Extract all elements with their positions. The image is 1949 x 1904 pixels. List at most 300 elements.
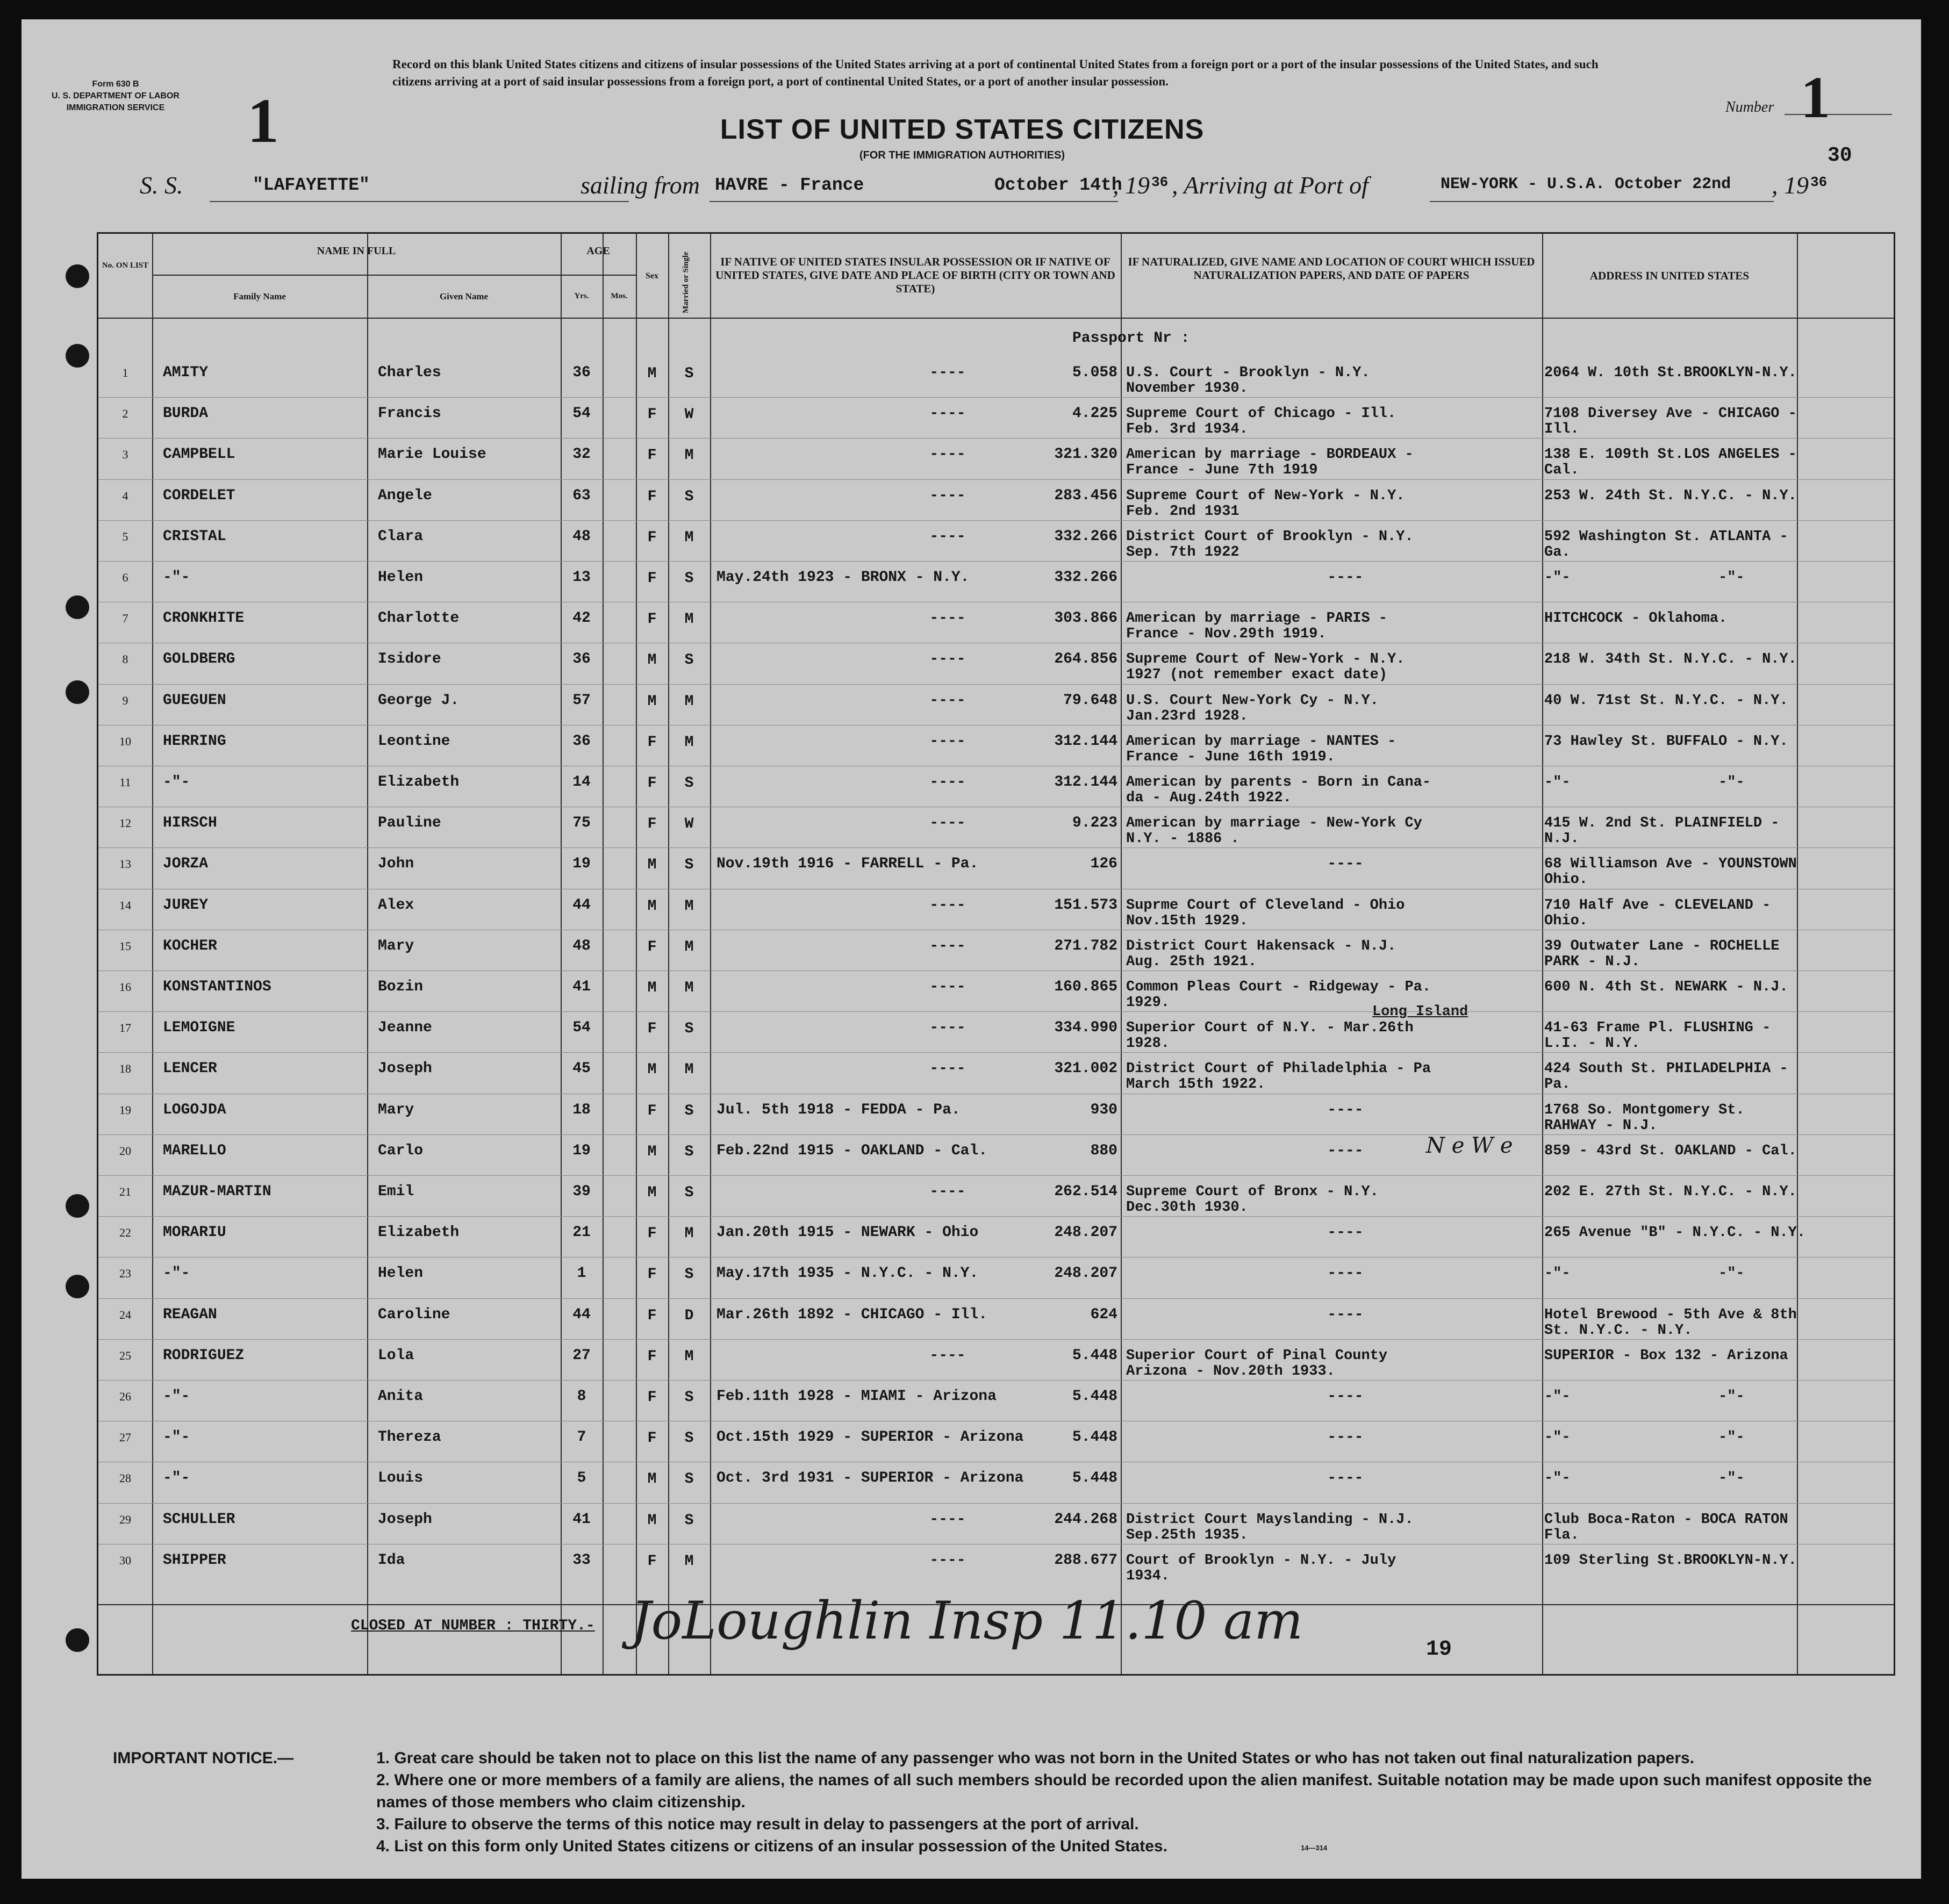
birth-info: ---- bbox=[929, 896, 966, 914]
passport-number: 151.573 bbox=[1054, 896, 1117, 914]
form-id bbox=[43, 78, 188, 114]
birth-info: ---- bbox=[929, 774, 966, 791]
marital-status: D bbox=[684, 1307, 694, 1324]
age-years: 39 bbox=[572, 1183, 591, 1200]
bottom-number: 19 bbox=[1426, 1637, 1452, 1662]
naturalization-line: District Court Hakensack - N.J. bbox=[1126, 938, 1396, 954]
passport-number: 160.865 bbox=[1054, 979, 1117, 995]
col-given-name: Given Name bbox=[439, 291, 489, 301]
important-notice bbox=[113, 1747, 1887, 1857]
age-years: 36 bbox=[572, 732, 591, 750]
address-line: 40 W. 71st St. N.Y.C. - N.Y. bbox=[1544, 692, 1788, 709]
address-line: -"- -"- bbox=[1544, 570, 1745, 586]
marital-status: M bbox=[684, 980, 694, 996]
naturalization-line: France - Nov.29th 1919. bbox=[1126, 626, 1327, 643]
address-line: -"- -"- bbox=[1544, 1389, 1745, 1405]
family-name: LEMOIGNE bbox=[163, 1019, 235, 1037]
given-name: Joseph bbox=[378, 1060, 432, 1077]
naturalization-line: 1934. bbox=[1126, 1568, 1170, 1584]
address-line: N.J. bbox=[1544, 831, 1579, 847]
birth-info: May.17th 1935 - N.Y.C. - N.Y. bbox=[716, 1265, 979, 1282]
col-yrs: Yrs. bbox=[574, 292, 589, 300]
passport-number: 321.320 bbox=[1054, 446, 1117, 463]
naturalization-line: Superior Court of N.Y. - Mar.26th bbox=[1126, 1020, 1414, 1037]
number-label: Number bbox=[1725, 99, 1774, 116]
given-name: Mary bbox=[378, 1101, 414, 1118]
family-name: -"- bbox=[163, 569, 190, 586]
age-years: 41 bbox=[572, 979, 591, 995]
sex: F bbox=[647, 447, 657, 464]
row-number: 26 bbox=[119, 1390, 131, 1403]
family-name: -"- bbox=[163, 1265, 190, 1282]
row-number: 13 bbox=[119, 857, 131, 871]
family-name: CRISTAL bbox=[163, 528, 226, 545]
naturalization-line: Feb. 3rd 1934. bbox=[1126, 421, 1248, 438]
row-number: 27 bbox=[119, 1431, 131, 1445]
passport-number: 312.144 bbox=[1054, 774, 1117, 791]
passport-number: 244.268 bbox=[1054, 1511, 1117, 1528]
address-line: 73 Hawley St. BUFFALO - N.Y. bbox=[1544, 733, 1788, 750]
address-line: -"- -"- bbox=[1544, 774, 1745, 791]
address-line: 68 Williamson Ave - YOUNSTOWN bbox=[1544, 856, 1797, 873]
address-line: Cal. bbox=[1544, 462, 1579, 479]
passport-number: 248.207 bbox=[1054, 1224, 1117, 1241]
given-name: Lola bbox=[378, 1347, 414, 1364]
birth-info: ---- bbox=[929, 692, 966, 709]
record-instructions: Record on this blank United States citizens and citizens of insular possessions of the United States arriving at a port of continental United States from a foreign port or a port of the insular possessions of the United States, and such citizens arriving at a port of said insular possessions from a foreign port, a port of continental United States, or a port of another insular possession. bbox=[392, 58, 1599, 88]
age-years: 7 bbox=[577, 1429, 586, 1446]
row-number: 7 bbox=[122, 612, 128, 626]
address-line: -"- -"- bbox=[1544, 1429, 1745, 1446]
address-line: 2064 W. 10th St.BROOKLYN-N.Y. bbox=[1544, 365, 1797, 381]
naturalization-line: da - Aug.24th 1922. bbox=[1126, 790, 1292, 806]
naturalization-line: Jan.23rd 1928. bbox=[1126, 708, 1248, 724]
given-name: Helen bbox=[378, 1265, 424, 1282]
col-age: AGE bbox=[586, 245, 610, 257]
age-years: 48 bbox=[572, 937, 591, 954]
punch-hole bbox=[66, 1275, 89, 1298]
naturalization-line: U.S. Court - Brooklyn - N.Y. bbox=[1126, 365, 1370, 381]
ss-label: S. S. bbox=[140, 171, 183, 199]
number-value: 1 bbox=[1801, 64, 1830, 130]
naturalization-line: France - June 7th 1919 bbox=[1126, 462, 1318, 479]
year-suffix-2: 36 bbox=[1810, 174, 1828, 190]
col-native-birth: IF NATIVE OF UNITED STATES INSULAR POSSESSION OR IF NATIVE OF UNITED STATES, GIVE DATE AND PLACE OF BIRTH (CITY OR TOWN AND STATE) bbox=[715, 255, 1115, 295]
col-family-name: Family Name bbox=[233, 291, 286, 301]
row-number: 21 bbox=[119, 1185, 131, 1198]
naturalization-line: Supreme Court of New-York - N.Y. bbox=[1126, 487, 1405, 504]
address-line: 424 South St. PHILADELPHIA - bbox=[1544, 1061, 1788, 1077]
age-years: 33 bbox=[572, 1551, 591, 1569]
row-number: 2 bbox=[122, 407, 128, 421]
address-line: 859 - 43rd St. OAKLAND - Cal. bbox=[1544, 1143, 1797, 1159]
family-name: LOGOJDA bbox=[163, 1101, 226, 1118]
notice-item-1: 1. Great care should be taken not to place on this list the name of any passenger who was not born in the United States or who has not taken out final naturalization papers. bbox=[376, 1749, 1695, 1767]
age-years: 8 bbox=[577, 1388, 586, 1405]
address-line: 415 W. 2nd St. PLAINFIELD - bbox=[1544, 815, 1780, 832]
naturalization-line: ---- bbox=[1327, 1224, 1364, 1241]
marital-status: S bbox=[684, 1266, 694, 1283]
naturalization-line: ---- bbox=[1327, 1306, 1364, 1323]
address-line: 41-63 Frame Pl. FLUSHING - bbox=[1544, 1020, 1771, 1037]
passport-number: 262.514 bbox=[1054, 1183, 1117, 1200]
naturalization-line: Sep.25th 1935. bbox=[1126, 1527, 1248, 1543]
naturalization-line: Court of Brooklyn - N.Y. - July bbox=[1126, 1552, 1396, 1569]
marital-status: M bbox=[684, 1061, 694, 1079]
manifest-table bbox=[97, 232, 1895, 1676]
sex: M bbox=[647, 1512, 657, 1529]
naturalization-line: Sep. 7th 1922 bbox=[1126, 544, 1239, 561]
marital-status: S bbox=[684, 1389, 694, 1406]
given-name: Elizabeth bbox=[378, 774, 460, 791]
sex: M bbox=[647, 897, 657, 915]
age-years: 21 bbox=[572, 1224, 591, 1241]
given-name: Elizabeth bbox=[378, 1224, 460, 1241]
age-years: 42 bbox=[572, 610, 591, 627]
row-number: 8 bbox=[122, 652, 128, 666]
passport-number: 332.266 bbox=[1054, 569, 1117, 586]
row-number: 25 bbox=[119, 1348, 131, 1362]
age-years: 27 bbox=[572, 1347, 591, 1364]
sex: F bbox=[647, 734, 657, 751]
row-number: 17 bbox=[119, 1021, 131, 1035]
row-number: 4 bbox=[122, 488, 128, 502]
sex: F bbox=[647, 775, 657, 792]
sex: M bbox=[647, 857, 657, 874]
family-name: HERRING bbox=[163, 732, 226, 750]
given-name: Thereza bbox=[378, 1429, 441, 1446]
given-name: Anita bbox=[378, 1388, 424, 1405]
punch-hole bbox=[66, 1194, 89, 1218]
address-line: 7108 Diversey Ave - CHICAGO - bbox=[1544, 406, 1797, 422]
birth-info: Feb.22nd 1915 - OAKLAND - Cal. bbox=[716, 1142, 988, 1159]
birth-info: Jul. 5th 1918 - FEDDA - Pa. bbox=[716, 1101, 961, 1118]
given-name: Charles bbox=[378, 364, 441, 381]
passport-header: Passport Nr : bbox=[1072, 330, 1190, 347]
sex: F bbox=[647, 1348, 657, 1365]
given-name: Angele bbox=[378, 487, 432, 504]
marital-status: S bbox=[684, 857, 694, 874]
col-naturalized: IF NATURALIZED, GIVE NAME AND LOCATION OF COURT WHICH ISSUED NATURALIZATION PAPERS, AND DATE OF PAPERS bbox=[1128, 255, 1535, 282]
naturalization-line: ---- bbox=[1327, 1429, 1364, 1446]
age-years: 18 bbox=[572, 1101, 591, 1118]
passport-number: 5.058 bbox=[1072, 364, 1117, 381]
naturalization-line: Nov.15th 1929. bbox=[1126, 913, 1248, 929]
naturalization-line: Supreme Court of Chicago - Ill. bbox=[1126, 406, 1396, 422]
sex: F bbox=[647, 1389, 657, 1406]
naturalization-line: American by marriage - BORDEAUX - bbox=[1126, 447, 1414, 463]
marital-status: S bbox=[684, 1143, 694, 1160]
sex: M bbox=[647, 1061, 657, 1079]
sex: F bbox=[647, 1307, 657, 1324]
sex: M bbox=[647, 693, 657, 710]
family-name: KOCHER bbox=[163, 937, 217, 954]
address-line: L.I. - N.Y. bbox=[1544, 1036, 1640, 1052]
row-number: 11 bbox=[119, 775, 131, 789]
naturalization-line: Supreme Court of Bronx - N.Y. bbox=[1126, 1184, 1379, 1200]
ship-name: "LAFAYETTE" bbox=[253, 175, 370, 195]
address-line: 1768 So. Montgomery St. bbox=[1544, 1102, 1745, 1118]
passport-number: 5.448 bbox=[1072, 1388, 1117, 1405]
row-number: 19 bbox=[119, 1103, 131, 1117]
passport-number: 126 bbox=[1090, 856, 1117, 873]
passport-number: 271.782 bbox=[1054, 937, 1117, 954]
family-name: MAZUR-MARTIN bbox=[163, 1183, 271, 1200]
naturalization-line: Superior Court of Pinal County bbox=[1126, 1347, 1388, 1364]
sex: F bbox=[647, 611, 657, 628]
birth-info: ---- bbox=[929, 979, 966, 995]
age-years: 44 bbox=[572, 1306, 591, 1323]
sex: F bbox=[647, 570, 657, 587]
address-line: Pa. bbox=[1544, 1076, 1571, 1093]
given-name: Charlotte bbox=[378, 610, 460, 627]
naturalization-line: District Court of Brooklyn - N.Y. bbox=[1126, 528, 1414, 545]
age-years: 5 bbox=[577, 1470, 586, 1487]
given-name: Isidore bbox=[378, 651, 441, 668]
birth-info: ---- bbox=[929, 610, 966, 627]
row-number: 12 bbox=[119, 816, 131, 830]
birth-info: ---- bbox=[929, 487, 966, 504]
birth-info: Mar.26th 1892 - CHICAGO - Ill. bbox=[716, 1306, 988, 1323]
sex: F bbox=[647, 1430, 657, 1447]
marital-status: S bbox=[684, 365, 694, 382]
age-years: 19 bbox=[572, 856, 591, 873]
col-address: ADDRESS IN UNITED STATES bbox=[1589, 269, 1750, 282]
birth-info: ---- bbox=[929, 364, 966, 381]
given-name: Louis bbox=[378, 1470, 424, 1487]
naturalization-line: American by parents - Born in Cana- bbox=[1126, 774, 1431, 791]
marital-status: S bbox=[684, 1102, 694, 1119]
given-name: George J. bbox=[378, 692, 460, 709]
col-no-on-list: No. ON LIST bbox=[102, 261, 149, 270]
address-line: Fla. bbox=[1544, 1527, 1579, 1543]
marital-status: M bbox=[684, 611, 694, 628]
given-name: Emil bbox=[378, 1183, 414, 1200]
address-line: 39 Outwater Lane - ROCHELLE bbox=[1544, 938, 1780, 954]
marital-status: M bbox=[684, 693, 694, 710]
age-years: 45 bbox=[572, 1060, 591, 1077]
birth-info: ---- bbox=[929, 937, 966, 954]
birth-info: ---- bbox=[929, 1019, 966, 1037]
birth-info: May.24th 1923 - BRONX - N.Y. bbox=[716, 569, 970, 586]
marital-status: M bbox=[684, 734, 694, 751]
marital-status: S bbox=[684, 570, 694, 587]
address-line: 138 E. 109th St.LOS ANGELES - bbox=[1544, 447, 1797, 463]
family-name: CORDELET bbox=[163, 487, 235, 504]
notice-heading: IMPORTANT NOTICE.— bbox=[113, 1749, 294, 1767]
marital-status: M bbox=[684, 1225, 694, 1242]
passport-number: 5.448 bbox=[1072, 1429, 1117, 1446]
given-name: Clara bbox=[378, 528, 424, 545]
birth-info: Jan.20th 1915 - NEWARK - Ohio bbox=[716, 1224, 979, 1241]
passport-number: 264.856 bbox=[1054, 651, 1117, 668]
row-number: 3 bbox=[122, 448, 128, 462]
passport-number: 79.648 bbox=[1063, 692, 1117, 709]
col-name-in-full: NAME IN FULL bbox=[317, 245, 396, 257]
address-line: PARK - N.J. bbox=[1544, 953, 1640, 970]
sex: F bbox=[647, 1266, 657, 1283]
row-number: 5 bbox=[122, 529, 128, 543]
punch-hole bbox=[66, 680, 89, 704]
stamp-number-left: 1 bbox=[247, 85, 279, 156]
notice-item-3: 3. Failure to observe the terms of this notice may result in delay to passengers at the port of arrival. bbox=[376, 1815, 1139, 1833]
marital-status: W bbox=[684, 816, 694, 833]
naturalization-line: ---- bbox=[1327, 1265, 1364, 1282]
ship-line bbox=[140, 171, 1860, 209]
arriving-label: , Arriving at Port of bbox=[1172, 171, 1368, 199]
address-line: RAHWAY - N.J. bbox=[1544, 1117, 1658, 1134]
passport-number: 334.990 bbox=[1054, 1019, 1117, 1037]
marital-status: S bbox=[684, 652, 694, 669]
sex: F bbox=[647, 1021, 657, 1038]
sex: M bbox=[647, 652, 657, 669]
row-number: 14 bbox=[119, 898, 131, 912]
family-name: MORARIU bbox=[163, 1224, 226, 1241]
sex: F bbox=[647, 816, 657, 833]
row-number: 23 bbox=[119, 1267, 131, 1281]
marital-status: S bbox=[684, 488, 694, 505]
marital-status: S bbox=[684, 1430, 694, 1447]
birth-info: ---- bbox=[929, 405, 966, 422]
row-number: 15 bbox=[119, 939, 131, 953]
naturalization-note: Long Island bbox=[1372, 1004, 1468, 1021]
birth-info: ---- bbox=[929, 1551, 966, 1569]
birth-info: ---- bbox=[929, 1347, 966, 1364]
naturalization-line: ---- bbox=[1327, 569, 1364, 586]
family-name: JUREY bbox=[163, 896, 209, 914]
birth-info: ---- bbox=[929, 1511, 966, 1528]
address-line: 592 Washington St. ATLANTA - bbox=[1544, 528, 1788, 545]
naturalization-line: Dec.30th 1930. bbox=[1126, 1199, 1248, 1216]
row-number: 6 bbox=[122, 571, 128, 584]
birth-info: ---- bbox=[929, 732, 966, 750]
passport-number: 5.448 bbox=[1072, 1470, 1117, 1487]
passport-number: 624 bbox=[1090, 1306, 1117, 1323]
given-name: Carlo bbox=[378, 1142, 424, 1159]
sailing-port: HAVRE - France bbox=[715, 175, 864, 195]
naturalization-line: 1928. bbox=[1126, 1036, 1170, 1052]
family-name: -"- bbox=[163, 1429, 190, 1446]
row-number: 16 bbox=[119, 980, 131, 994]
marital-status: M bbox=[684, 1348, 694, 1365]
punch-hole bbox=[66, 264, 89, 288]
notice-item-2: 2. Where one or more members of a family are aliens, the names of all such members should be recorded upon the alien manifest. Suitable notation may be made upon such manifest opposite the names of those members who claim citizenship. bbox=[376, 1771, 1872, 1811]
address-line: Ill. bbox=[1544, 421, 1579, 438]
passport-number: 283.456 bbox=[1054, 487, 1117, 504]
given-name: Marie Louise bbox=[378, 446, 486, 463]
page-subtitle: (FOR THE IMMIGRATION AUTHORITIES) bbox=[859, 149, 1065, 161]
address-line: 253 W. 24th St. N.Y.C. - N.Y. bbox=[1544, 487, 1797, 504]
year-prefix-2: , 19 bbox=[1772, 171, 1809, 199]
marital-status: S bbox=[684, 1021, 694, 1038]
naturalization-line: 1927 (not remember exact date) bbox=[1126, 667, 1388, 684]
given-name: Mary bbox=[378, 937, 414, 954]
year-prefix-1: , 19 bbox=[1113, 171, 1150, 199]
family-name: -"- bbox=[163, 1388, 190, 1405]
sex: F bbox=[647, 1553, 657, 1570]
given-name: Francis bbox=[378, 405, 441, 422]
naturalization-line: ---- bbox=[1327, 1101, 1364, 1118]
naturalization-line: Arizona - Nov.20th 1933. bbox=[1126, 1363, 1335, 1379]
row-number: 20 bbox=[119, 1144, 131, 1158]
marital-status: W bbox=[684, 406, 694, 423]
naturalization-line: 1929. bbox=[1126, 995, 1170, 1011]
sex: M bbox=[647, 1143, 657, 1160]
given-name: Jeanne bbox=[378, 1019, 432, 1037]
address-line: 710 Half Ave - CLEVELAND - bbox=[1544, 897, 1771, 914]
naturalization-line: Supreme Court of New-York - N.Y. bbox=[1126, 651, 1405, 668]
notice-item-4: 4. List on this form only United States citizens or citizens of an insular possession of the United States. bbox=[376, 1837, 1167, 1855]
family-name: CAMPBELL bbox=[163, 446, 235, 463]
given-name: Helen bbox=[378, 569, 424, 586]
passport-number: 9.223 bbox=[1072, 815, 1117, 832]
family-name: GOLDBERG bbox=[163, 651, 235, 668]
arrival-port: NEW-YORK - U.S.A. October 22nd bbox=[1441, 175, 1731, 193]
passport-number: 4.225 bbox=[1072, 405, 1117, 422]
marital-status: M bbox=[684, 529, 694, 546]
address-line: St. N.Y.C. - N.Y. bbox=[1544, 1322, 1693, 1339]
sex: M bbox=[647, 980, 657, 996]
marital-status: M bbox=[684, 897, 694, 915]
service-name: IMMIGRATION SERVICE bbox=[66, 103, 165, 112]
birth-info: Oct.15th 1929 - SUPERIOR - Arizona bbox=[716, 1429, 1024, 1446]
marital-status: S bbox=[684, 1184, 694, 1201]
sex: F bbox=[647, 1225, 657, 1242]
marital-status: S bbox=[684, 1512, 694, 1529]
naturalization-line: American by marriage - PARIS - bbox=[1126, 610, 1388, 627]
naturalization-line: District Court Mayslanding - N.J. bbox=[1126, 1511, 1414, 1528]
family-name: AMITY bbox=[163, 364, 209, 381]
address-line: 109 Sterling St.BROOKLYN-N.Y. bbox=[1544, 1552, 1797, 1569]
passport-number: 248.207 bbox=[1054, 1265, 1117, 1282]
passport-number: 332.266 bbox=[1054, 528, 1117, 545]
marital-status: S bbox=[684, 1471, 694, 1488]
row-number: 29 bbox=[119, 1512, 131, 1526]
row-number: 10 bbox=[119, 734, 131, 748]
address-line: Ohio. bbox=[1544, 913, 1588, 929]
form-number: Form 630 B bbox=[92, 80, 139, 89]
address-line: 218 W. 34th St. N.Y.C. - N.Y. bbox=[1544, 651, 1797, 668]
age-years: 63 bbox=[572, 487, 591, 504]
sex: M bbox=[647, 365, 657, 382]
page-number: 30 bbox=[1828, 144, 1852, 167]
sex: M bbox=[647, 1471, 657, 1488]
given-name: Leontine bbox=[378, 732, 450, 750]
age-years: 32 bbox=[572, 446, 591, 463]
marital-status: S bbox=[684, 775, 694, 792]
sex: M bbox=[647, 1184, 657, 1201]
given-name: Alex bbox=[378, 896, 414, 914]
birth-info: Feb.11th 1928 - MIAMI - Arizona bbox=[716, 1388, 997, 1405]
birth-info: ---- bbox=[929, 651, 966, 668]
birth-info: ---- bbox=[929, 815, 966, 832]
naturalization-line: Common Pleas Court - Ridgeway - Pa. bbox=[1126, 979, 1431, 995]
age-years: 19 bbox=[572, 1142, 591, 1159]
address-line: 265 Avenue "B" - N.Y.C. - N.Y. bbox=[1544, 1225, 1806, 1241]
birth-info: Oct. 3rd 1931 - SUPERIOR - Arizona bbox=[716, 1470, 1024, 1487]
address-line: Hotel Brewood - 5th Ave & 8th bbox=[1544, 1306, 1797, 1323]
row-number: 22 bbox=[119, 1226, 131, 1240]
naturalization-line: N.Y. - 1886 . bbox=[1126, 831, 1239, 847]
year-suffix-1: 36 bbox=[1151, 174, 1169, 190]
family-name: SHIPPER bbox=[163, 1551, 226, 1569]
birth-info: Nov.19th 1916 - FARRELL - Pa. bbox=[716, 856, 979, 873]
naturalization-line: ---- bbox=[1327, 856, 1364, 873]
sailing-label: sailing from bbox=[581, 171, 700, 199]
given-name: Bozin bbox=[378, 979, 424, 995]
age-years: 36 bbox=[572, 651, 591, 668]
punch-hole bbox=[66, 595, 89, 619]
